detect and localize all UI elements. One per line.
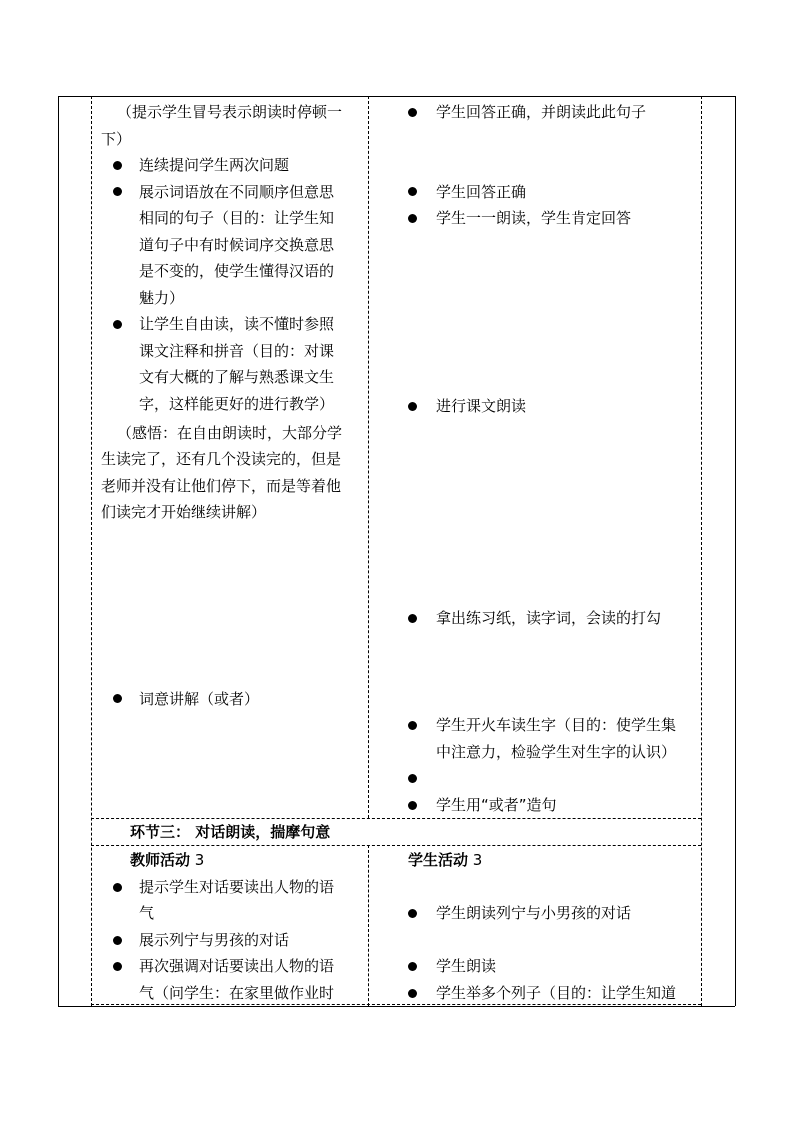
student-item-6-line2: 中注意力，检验学生对生字的认识） xyxy=(436,743,677,761)
teacher-item-2-line4: 是不变的，使学生懂得汉语的 xyxy=(139,262,335,280)
bullet-icon xyxy=(408,214,417,223)
hint-text-line2: 下） xyxy=(101,130,132,148)
bullet-icon xyxy=(408,108,417,117)
inner-right-divider xyxy=(701,96,702,1006)
teacher3-item-1-line1: 提示学生对话要读出人物的语 xyxy=(139,878,335,896)
section3-title: 环节三： 对话朗读，揣摩句意 xyxy=(130,823,331,841)
student-item-1: 学生回答正确，并朗读此此句子 xyxy=(436,103,647,121)
teacher3-header-label: 教师活动 xyxy=(130,851,191,869)
bullet-icon xyxy=(113,320,122,329)
bullet-icon xyxy=(113,694,122,703)
bullet-icon xyxy=(113,883,122,892)
teacher-item-2-line5: 魅力） xyxy=(139,289,185,307)
student3-item-2: 学生朗读 xyxy=(436,957,497,975)
bullet-icon xyxy=(408,614,417,623)
bullet-icon xyxy=(408,721,417,730)
bullet-icon xyxy=(113,962,122,971)
bullet-icon xyxy=(113,161,122,170)
bullet-icon xyxy=(113,936,122,945)
teacher-item-2-line2: 相同的句子（目的：让学生知 xyxy=(139,209,335,227)
teacher3-header xyxy=(130,847,204,874)
teacher-item-3-line3: 文有大概的了解与熟悉课文生 xyxy=(139,368,335,386)
teacher3-item-3-line2: 气（问学生：在家里做作业时 xyxy=(139,984,335,1002)
student3-item-3: 学生举多个列子（目的：让学生知道 xyxy=(436,984,677,1002)
student-item-4: 进行课文朗读 xyxy=(436,397,527,415)
inner-left-divider xyxy=(91,96,92,1006)
reflection-line3: 老师并没有让他们停下，而是等着他 xyxy=(101,477,342,495)
student3-item-1: 学生朗读列宁与小男孩的对话 xyxy=(436,904,632,922)
teacher3-item-3-line1: 再次强调对话要读出人物的语 xyxy=(139,957,335,975)
student-item-5: 拿出练习纸，读字词，会读的打勾 xyxy=(436,609,662,627)
column-divider-top xyxy=(368,96,369,818)
student-item-2: 学生回答正确 xyxy=(436,183,527,201)
bullet-icon xyxy=(408,774,417,783)
student-item-8: 学生用“或者”造句 xyxy=(436,796,557,814)
teacher-item-4: 词意讲解（或者） xyxy=(139,690,260,708)
table-top-border xyxy=(58,96,735,97)
bullet-icon xyxy=(408,909,417,918)
teacher-item-3-line1: 让学生自由读，读不懂时参照 xyxy=(139,315,335,333)
teacher-item-1: 连续提问学生两次问题 xyxy=(139,156,290,174)
bullet-icon xyxy=(408,962,417,971)
bullet-icon xyxy=(113,187,122,196)
teacher-item-2-line1: 展示词语放在不同顺序但意思 xyxy=(139,183,335,201)
student-item-6-line1: 学生开火车读生字（目的：使学生集 xyxy=(436,716,677,734)
table-right-border xyxy=(735,96,736,1006)
teacher-item-3-line2: 课文注释和拼音（目的：对课 xyxy=(139,342,335,360)
teacher-item-2-line3: 道句子中有时候词序交换意思 xyxy=(139,236,335,254)
student3-header xyxy=(408,847,482,874)
column-divider-bottom xyxy=(368,845,369,1006)
teacher-item-3-line4: 字，这样能更好的进行教学） xyxy=(139,395,335,413)
teacher3-header-number: 3 xyxy=(194,851,205,869)
bullet-icon xyxy=(408,989,417,998)
student3-header-label: 学生活动 xyxy=(408,851,469,869)
reflection-line1: （感悟：在自由朗读时，大部分学 xyxy=(117,424,343,442)
reflection-line4: 们读完才开始继续讲解） xyxy=(101,503,267,521)
bullet-icon xyxy=(408,187,417,196)
reflection-line2: 生读完了，还有几个没读完的，但是 xyxy=(101,450,342,468)
hint-text-line1: （提示学生冒号表示朗读时停顿一 xyxy=(117,103,343,121)
student3-header-number: 3 xyxy=(472,851,483,869)
table-left-border xyxy=(58,96,59,1006)
bullet-icon xyxy=(408,402,417,411)
student-item-3: 学生一一朗读，学生肯定回答 xyxy=(436,209,632,227)
bullet-icon xyxy=(408,801,417,810)
teacher3-item-2: 展示列宁与男孩的对话 xyxy=(139,931,290,949)
teacher3-item-1-line2: 气 xyxy=(139,904,155,922)
